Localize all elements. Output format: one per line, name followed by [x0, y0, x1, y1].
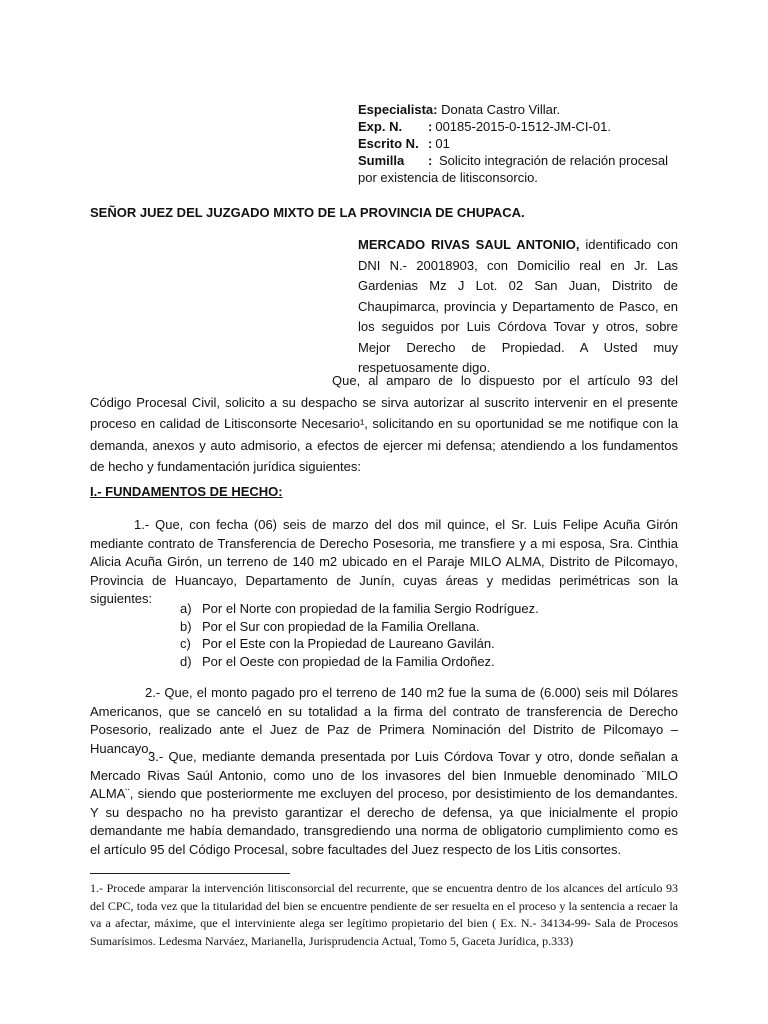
especialista-label: Especialista:	[358, 102, 438, 117]
paragraph-1	[90, 516, 678, 609]
list-letter: b)	[180, 618, 192, 634]
party-name: MERCADO RIVAS SAUL ANTONIO,	[358, 237, 580, 252]
list-item	[180, 618, 660, 636]
party-text: identificado con DNI N.- 20018903, con Domicilio real en Jr. Las Gardenias Mz J Lot. 02 San Juan, Distrito de Chaupimarca, provincia y Departamento de Pasco, en los seguidos por Luis Córdova Tovar y otros, sobre Mejor Derecho de Propiedad. A Usted muy respetuosamente digo.	[358, 237, 678, 375]
escrito-value: 01	[435, 136, 450, 151]
list-letter: d)	[180, 653, 192, 669]
list-letter: a)	[180, 601, 192, 616]
list-text: Por el Este con la Propiedad de Laureano Gavilán.	[202, 636, 495, 651]
sumilla-row	[358, 152, 678, 186]
sumilla-colon: :	[428, 153, 433, 168]
paragraph-2-text: 2.- Que, el monto pagado pro el terreno de 140 m2 fue la suma de (6.000) seis mil Dólares Americanos, que se canceló en su totalidad a la firma del contrato de transferencia de Derecho Posesorio, realizado ante el Juez de Paz de Primera Nominación del Distrito de Pilcomayo – Huancayo.	[90, 685, 678, 756]
exp-label: Exp. N.	[358, 119, 403, 134]
intro-text: Que, al amparo de lo dispuesto por el artículo 93 del Código Procesal Civil, solicito a su despacho se sirva autorizar al suscrito intervenir en el presente proceso en calidad de Litisconsorte Necesario¹, solicitando en su oportunidad se me notifique con la demanda, anexos y auto admisorio, a efectos de ejercer mi defensa; atendiendo a los fundamentos de hecho y fundamentación jurídica siguientes:	[90, 373, 678, 474]
list-text: Por el Oeste con propiedad de la Familia Ordoñez.	[202, 653, 495, 669]
list-item	[180, 653, 660, 671]
escrito-row	[358, 135, 678, 152]
exp-colon: :	[428, 119, 433, 134]
footnote-separator	[90, 873, 290, 874]
list-text: Por el Norte con propiedad de la familia Sergio Rodríguez.	[202, 601, 539, 616]
footnote: 1.- Procede amparar la intervención litisconsorcial del recurrente, que se encuentra dentro de los alcances del artículo 93 del CPC, toda vez que la titularidad del bien se encuentre pendiente de ser resuelta en el proceso y la sentencia a recaer la va a afectar, máxime, que el interviniente alega ser legítimo propietario del bien ( Ex. N.- 34134-99- Sala de Procesos Sumarísimos. Ledesma Narváez, Marianella, Jurisprudencia Actual, Tomo 5, Gaceta Jurídica, p.333)	[90, 881, 678, 948]
exp-value: 00185-2015-0-1512-JM-CI-01.	[435, 119, 611, 134]
especialista-row	[358, 101, 678, 118]
case-header	[358, 101, 678, 186]
list-item	[180, 600, 660, 618]
intro-paragraph	[90, 370, 678, 478]
list-item	[180, 635, 660, 653]
list-text: Por el Sur con propiedad de la Familia Orellana.	[202, 618, 480, 634]
paragraph-2	[90, 684, 678, 758]
party-identification	[358, 235, 678, 379]
especialista-value: Donata Castro Villar.	[441, 102, 561, 117]
escrito-label: Escrito N.	[358, 136, 419, 151]
paragraph-1-text: 1.- Que, con fecha (06) seis de marzo del dos mil quince, el Sr. Luis Felipe Acuña Girón mediante contrato de Transferencia de Derecho Posesoria, me transfiere y a mi esposa, Sra. Cinthia Alicia Acuña Girón, un terreno de 140 m2 ubicado en el Paraje MILO ALMA, Distrito de Pilcomayo, Provincia de Huancayo, Departamento de Junín, cuyas áreas y medidas perimétricas son la siguientes:	[90, 517, 678, 606]
paragraph-3	[90, 748, 678, 859]
sumilla-label: Sumilla	[358, 153, 405, 168]
exp-row	[358, 118, 678, 135]
list-letter: c)	[180, 636, 191, 651]
section-title: I.- FUNDAMENTOS DE HECHO:	[90, 484, 283, 499]
addressee-line: SEÑOR JUEZ DEL JUZGADO MIXTO DE LA PROVINCIA DE CHUPACA.	[90, 205, 525, 220]
escrito-colon: :	[428, 136, 433, 151]
paragraph-3-text: 3.- Que, mediante demanda presentada por Luis Córdova Tovar y otro, donde señalan a Mercado Rivas Saúl Antonio, como uno de los invasores del bien Inmueble denominado ¨MILO ALMA¨, siendo que posteriormente me excluyen del proceso, por desistimiento de los demandantes. Y su despacho no ha previsto garantizar el derecho de defensa, ya que inicialmente el propio demandante me había demandado, transgrediendo una norma de obligatorio cumplimiento como es el artículo 95 del Código Procesal, sobre facultades del Juez respecto de los Litis consortes.	[90, 749, 678, 857]
boundaries-list	[180, 600, 660, 670]
sumilla-value: Solicito integración de relación procesal por existencia de litisconsorcio.	[358, 153, 669, 185]
